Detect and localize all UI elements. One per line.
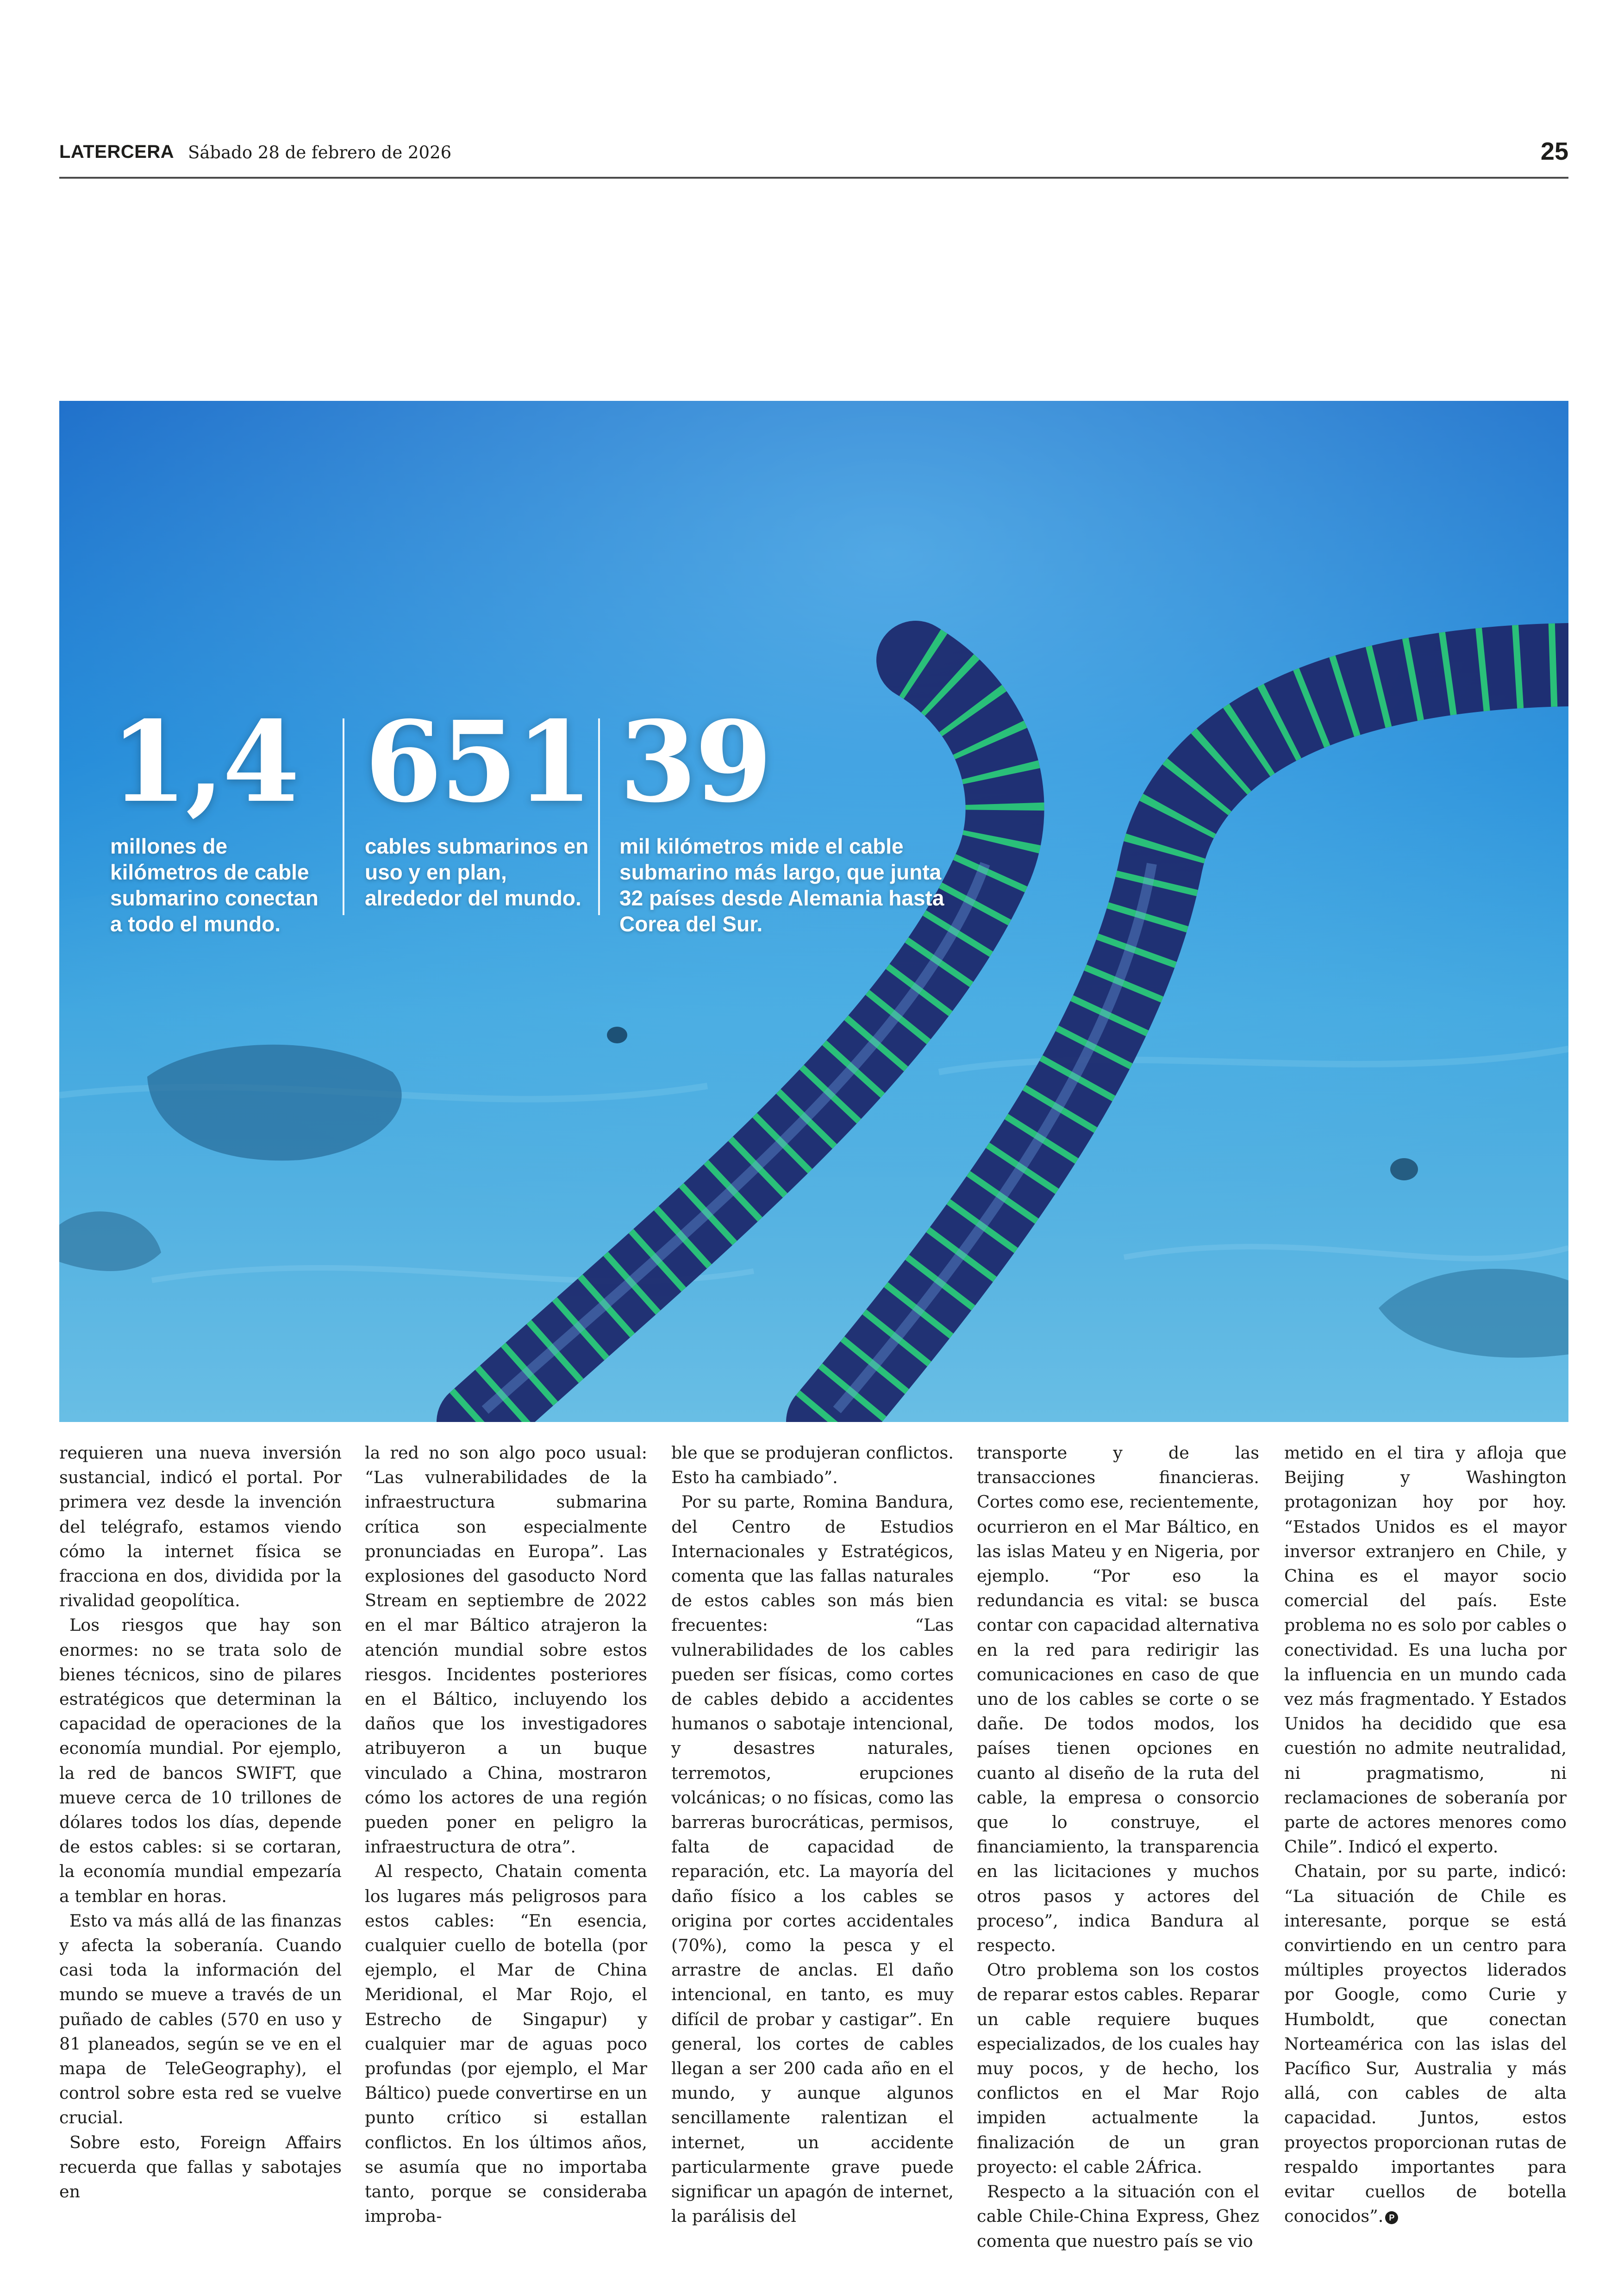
hero-photo bbox=[59, 401, 1568, 1422]
stat-description: mil kilómetros mide el cable submarino más largo, que junta 32 países desde Alemania hasta Corea del Sur. bbox=[619, 834, 944, 936]
paragraph: metido en el tira y afloja que Beijing y Washington protagonizan hoy por hoy. “Estados Unidos es el mayor inversor extranjero en Chile, y China es el mayor socio comercial del país. Este problema no es solo por cables o conectividad. Es una lucha por la influencia en un mundo cada vez más fragmentado. Y Estados Unidos ha decidido que esa cuestión no admite neutralidad, ni pragmatismo, ni reclamaciones de soberanía por parte de actores menores como Chile”. Indicó el experto. bbox=[1284, 1443, 1567, 1857]
stat-cable-length bbox=[110, 697, 332, 937]
stat-number: 39 bbox=[619, 697, 770, 827]
paragraph: requieren una nueva inversión sustancial, indicó el portal. Por primera vez desde la invención del telégrafo, estamos viendo cómo la internet física se fracciona en dos, dividida por la rivalidad geopolítica. bbox=[59, 1443, 342, 1611]
stat-number: 651 bbox=[365, 697, 591, 827]
header-rule bbox=[59, 177, 1568, 179]
article-column-5 bbox=[1284, 1441, 1567, 2229]
paragraph: Sobre esto, Foreign Affairs recuerda que fallas y sabotajes en bbox=[59, 2132, 342, 2202]
stat-description: millones de kilómetros de cable submarino conectan a todo el mundo. bbox=[110, 834, 319, 936]
paragraph: Los riesgos que hay son enormes: no se trata solo de bienes técnicos, sino de pilares estratégicos que determinan la capacidad de operaciones de la economía mundial. Por ejemplo, la red de bancos SWIFT, que mueve cerca de 10 trillones de dólares todos los días, depende de estos cables: si se cortaran, la economía mundial empezaría a temblar en horas. bbox=[59, 1615, 342, 1906]
article-column-2 bbox=[365, 1441, 647, 2229]
stat-divider bbox=[598, 718, 600, 915]
page-header bbox=[59, 137, 1568, 179]
paragraph-text: Chatain, por su parte, indicó: “La situación de Chile es interesante, porque se está convirtiendo en un centro para múltiples proyectos liderados por Google, como Curie y Humboldt, que conectan Norteamérica con las islas del Pacífico Sur, Australia y más allá, con cables de alta capacidad. Juntos, estos proyectos proporcionan rutas de respaldo importantes para evitar cuellos de botella conocidos”. bbox=[1284, 1861, 1567, 2226]
article-column-3 bbox=[671, 1441, 954, 2229]
paragraph: Al respecto, Chatain comenta los lugares más peligrosos para estos cables: “En esencia, cualquier cuello de botella (por ejemplo, el Mar de China Meridional, el Mar Rojo, el Estrecho de Singapur) y cualquier mar de aguas poco profundas (por ejemplo, el Mar Báltico) puede convertirse en un punto crítico si estallan conflictos. En los últimos años, se asumía que no importaba tanto, porque se consideraba improba- bbox=[365, 1861, 647, 2226]
paragraph: Esto va más allá de las finanzas y afecta la soberanía. Cuando casi toda la información del mundo se mueve a través de un puñado de cables (570 en uso y 81 planeados, según se ve en el mapa de TeleGeography), el control sobre esta red se vuelve crucial. bbox=[59, 1910, 342, 2128]
stat-description: cables submarinos en uso y en plan, alrededor del mundo. bbox=[365, 834, 589, 910]
stat-number: 1,4 bbox=[110, 697, 298, 827]
paragraph: la red no son algo poco usual: “Las vulnerabilidades de la infraestructura submarina crítica son especialmente pronunciadas en Europa”. Las explosiones del gasoducto Nord Stream en septiembre de 2022 en el mar Báltico atrajeron la atención mundial sobre estos riesgos. Incidentes posteriores en el Báltico, incluyendo los daños que los investigadores atribuyeron a un buque vinculado a China, mostraron cómo los actores de una región pueden poner en peligro la infraestructura de otra”. bbox=[365, 1443, 647, 1857]
end-of-article-icon: P bbox=[1385, 2211, 1398, 2224]
paragraph bbox=[1284, 1859, 1567, 2228]
article-body bbox=[59, 1441, 1568, 2251]
paragraph: Respecto a la situación con el cable Chile-China Express, Ghez comenta que nuestro país se vio bbox=[977, 2182, 1259, 2251]
article-column-1 bbox=[59, 1441, 342, 2204]
article-column-4 bbox=[977, 1441, 1259, 2253]
paragraph: Otro problema son los costos de reparar estos cables. Reparar un cable requiere buques especializados, de los cuales hay muy pocos, y de hecho, los conflictos en el Mar Rojo impiden actualmente la finalización de un gran proyecto: el cable 2África. bbox=[977, 1960, 1259, 2177]
newspaper-brand: LATERCERA bbox=[59, 142, 175, 162]
stat-divider bbox=[343, 718, 344, 915]
paragraph: transporte y de las transacciones financieras. Cortes como ese, recientemente, ocurrieron en el Mar Báltico, en las islas Mateu y en Nigeria, por ejemplo. “Por eso la redundancia es vital: se busca contar con capacidad alternativa en la red para redirigir las comunicaciones en caso de que uno de los cables se corte o se dañe. De todos modos, los países tienen opciones en cuanto al diseño de la ruta del cable, la empresa o consorcio que lo construye, el financiamiento, la transparencia en las licitaciones y muchos otros pasos y actores del proceso”, indica Bandura al respecto. bbox=[977, 1443, 1259, 1956]
paragraph: Por su parte, Romina Bandura, del Centro de Estudios Internacionales y Estratégicos, comenta que las fallas naturales de estos cables son más bien frecuentes: “Las vulnerabilidades de los cables pueden ser físicas, como cortes de cables debido a accidentes humanos o sabotaje intencional, y desastres naturales, terremotos, erupciones volcánicas; o no físicas, como las barreras burocráticas, permisos, falta de capacidad de reparación, etc. La mayoría del daño físico a los cables se origina por cortes accidentales (70%), como la pesca y el arrastre de anclas. El daño intencional, en tanto, es muy difícil de probar y castigar”. En general, los cortes de cables llegan a ser 200 cada año en el mundo, y aunque algunos sencillamente ralentizan el internet, un accidente particularmente grave puede significar un apagón de internet, la parálisis del bbox=[671, 1492, 954, 2226]
page-number: 25 bbox=[1540, 137, 1568, 165]
issue-date: Sábado 28 de febrero de 2026 bbox=[188, 143, 452, 162]
paragraph: ble que se produjeran conflictos. Esto ha cambiado”. bbox=[671, 1443, 954, 1488]
stat-longest-cable bbox=[619, 697, 953, 937]
stat-cable-count bbox=[365, 697, 596, 911]
